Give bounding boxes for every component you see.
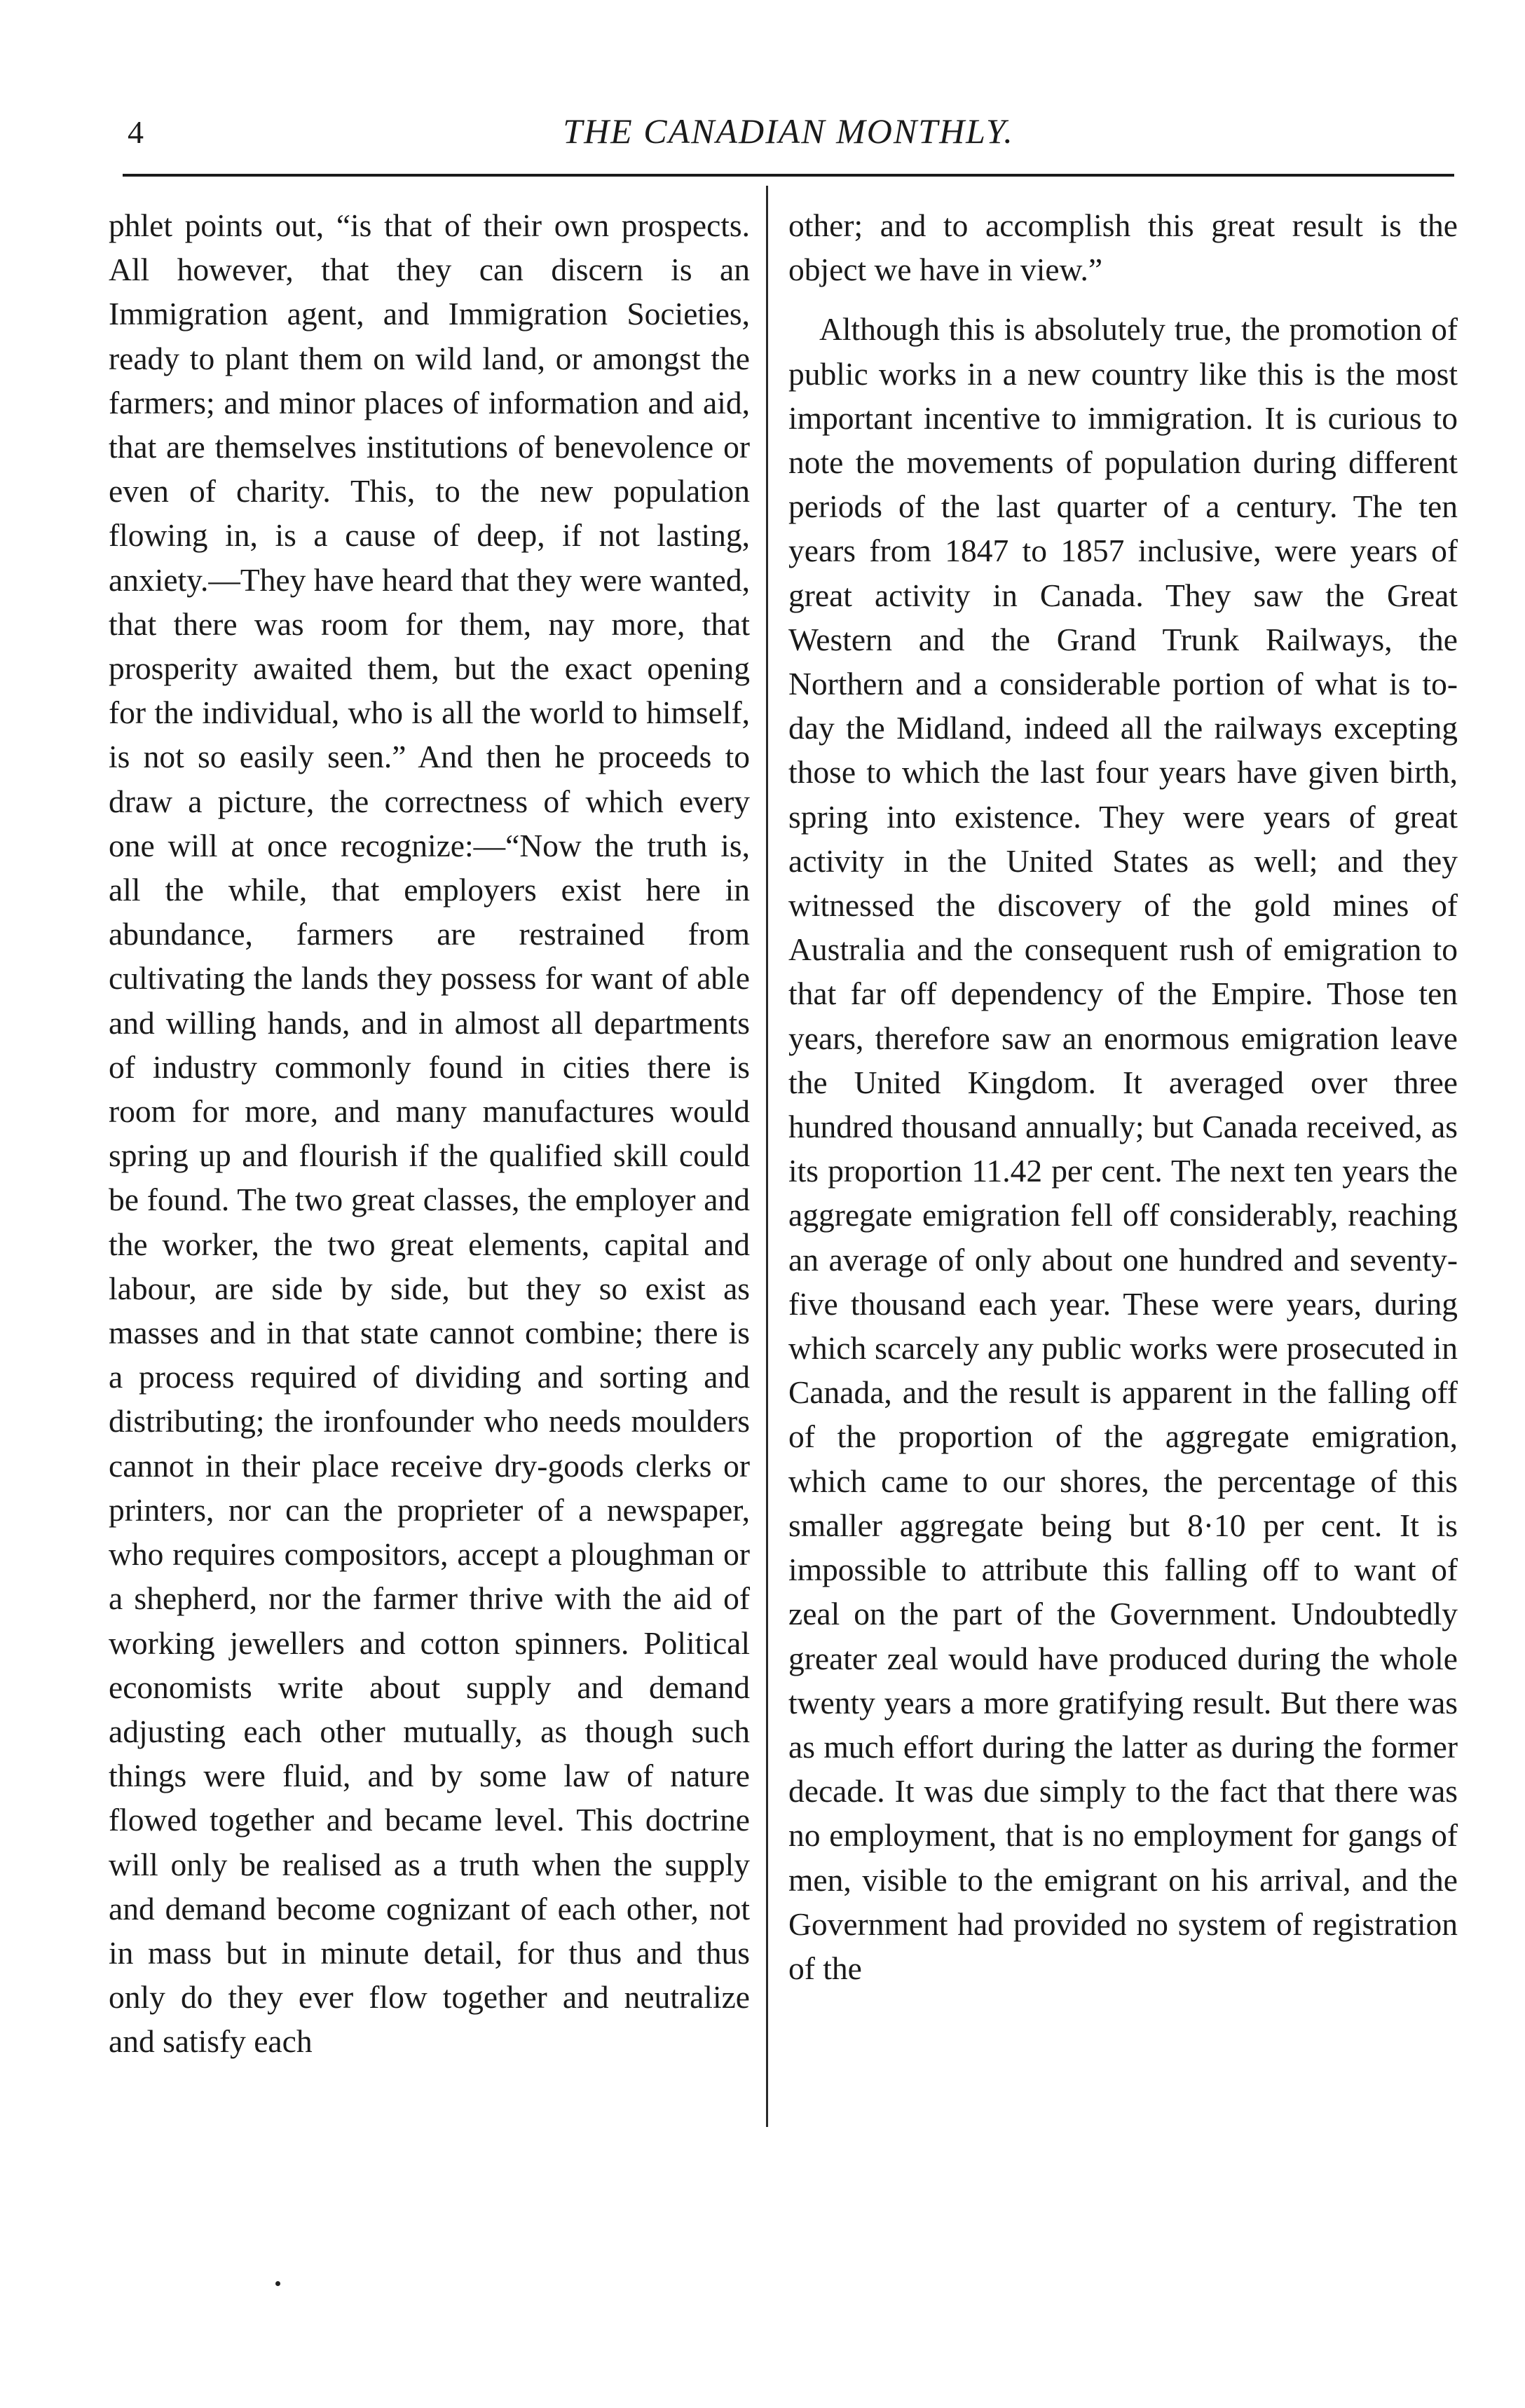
right-column <box>788 203 1458 1990</box>
left-paragraph-1: phlet points out, “is that of their own prospects. All however, that they can discern is an Immigration agent, and Immigration Societies, ready to plant them on wild land, or amongst the farmers; and minor places of information and aid, that are themselves institutions of benevolence or even of charity. This, to the new population flowing in, is a cause of deep, if not lasting, anxiety.—They have heard that they were wanted, that there was room for them, nay more, that prosperity awaited them, but the exact opening for the individual, who is all the world to himself, is not so easily seen.” And then he proceeds to draw a picture, the correctness of which every one will at once recognize:—“Now the truth is, all the while, that employers exist here in abundance, farmers are restrained from cultivating the lands they possess for want of able and willing hands, and in almost all departments of industry commonly found in cities there is room for more, and many manufactures would spring up and flourish if the qualified skill could be found. The two great classes, the employer and the worker, the two great elements, capital and labour, are side by side, but they so exist as masses and in that state cannot combine; there is a process required of dividing and sorting and distributing; the ironfounder who needs moulders cannot in their place receive dry-goods clerks or printers, nor can the proprieter of a newspaper, who requires compositors, accept a ploughman or a shepherd, nor the farmer thrive with the aid of working jewellers and cotton spinners. Political economists write about supply and demand adjusting each other mutually, as though such things were fluid, and by some law of nature flowed together and became level. This doctrine will only be realised as a truth when the supply and demand become cognizant of each other, not in mass but in minute detail, for thus and thus only do they ever flow together and neutralize and satisfy each <box>109 207 750 2060</box>
left-column <box>109 203 750 2064</box>
header-rule <box>123 174 1454 177</box>
column-divider <box>766 186 768 2127</box>
right-paragraph-1: other; and to accomplish this great result is the object we have in view.” <box>788 207 1458 288</box>
page-header <box>119 105 1458 161</box>
page-number: 4 <box>128 114 144 150</box>
right-paragraph-2: Although this is absolutely true, the promotion of public works in a new country like this is the most important incentive to immigration. It is curious to note the movements of population during different periods of the last quarter of a century. The ten years from 1847 to 1857 inclusive, were years of great activity in Canada. They saw the Great Western and the Grand Trunk Railways, the Northern and a considerable portion of what is to-day the Midland, indeed all the railways excepting those to which the last four years have given birth, spring into existence. They were years of great activity in the United States as well; and they witnessed the discovery of the gold mines of Australia and the consequent rush of emigration to that far off dependency of the Empire. Those ten years, therefore saw an enormous emigration leave the United Kingdom. It averaged over three hundred thousand annually; but Canada received, as its proportion 11.42 per cent. The next ten years the aggregate emigration fell off considerably, reaching an average of only about one hundred and seventy-five thousand each year. These were years, during which scarcely any public works were prosecuted in Canada, and the result is apparent in the falling off of the proportion of the aggregate emigration, which came to our shores, the percentage of this smaller aggregate being but 8·10 per cent. It is impossible to attribute this falling off to want of zeal on the part of the Government. Undoubtedly greater zeal would have produced during the whole twenty years a more gratifying result. But there was as much effort during the latter as during the former decade. It was due simply to the fact that there was no employment, that is no employment for gangs of men, visible to the emigrant on his arrival, and the Government had provided no system of registration of the <box>788 311 1458 1986</box>
ink-speck <box>275 2281 280 2286</box>
running-title: THE CANADIAN MONTHLY. <box>563 111 1014 151</box>
